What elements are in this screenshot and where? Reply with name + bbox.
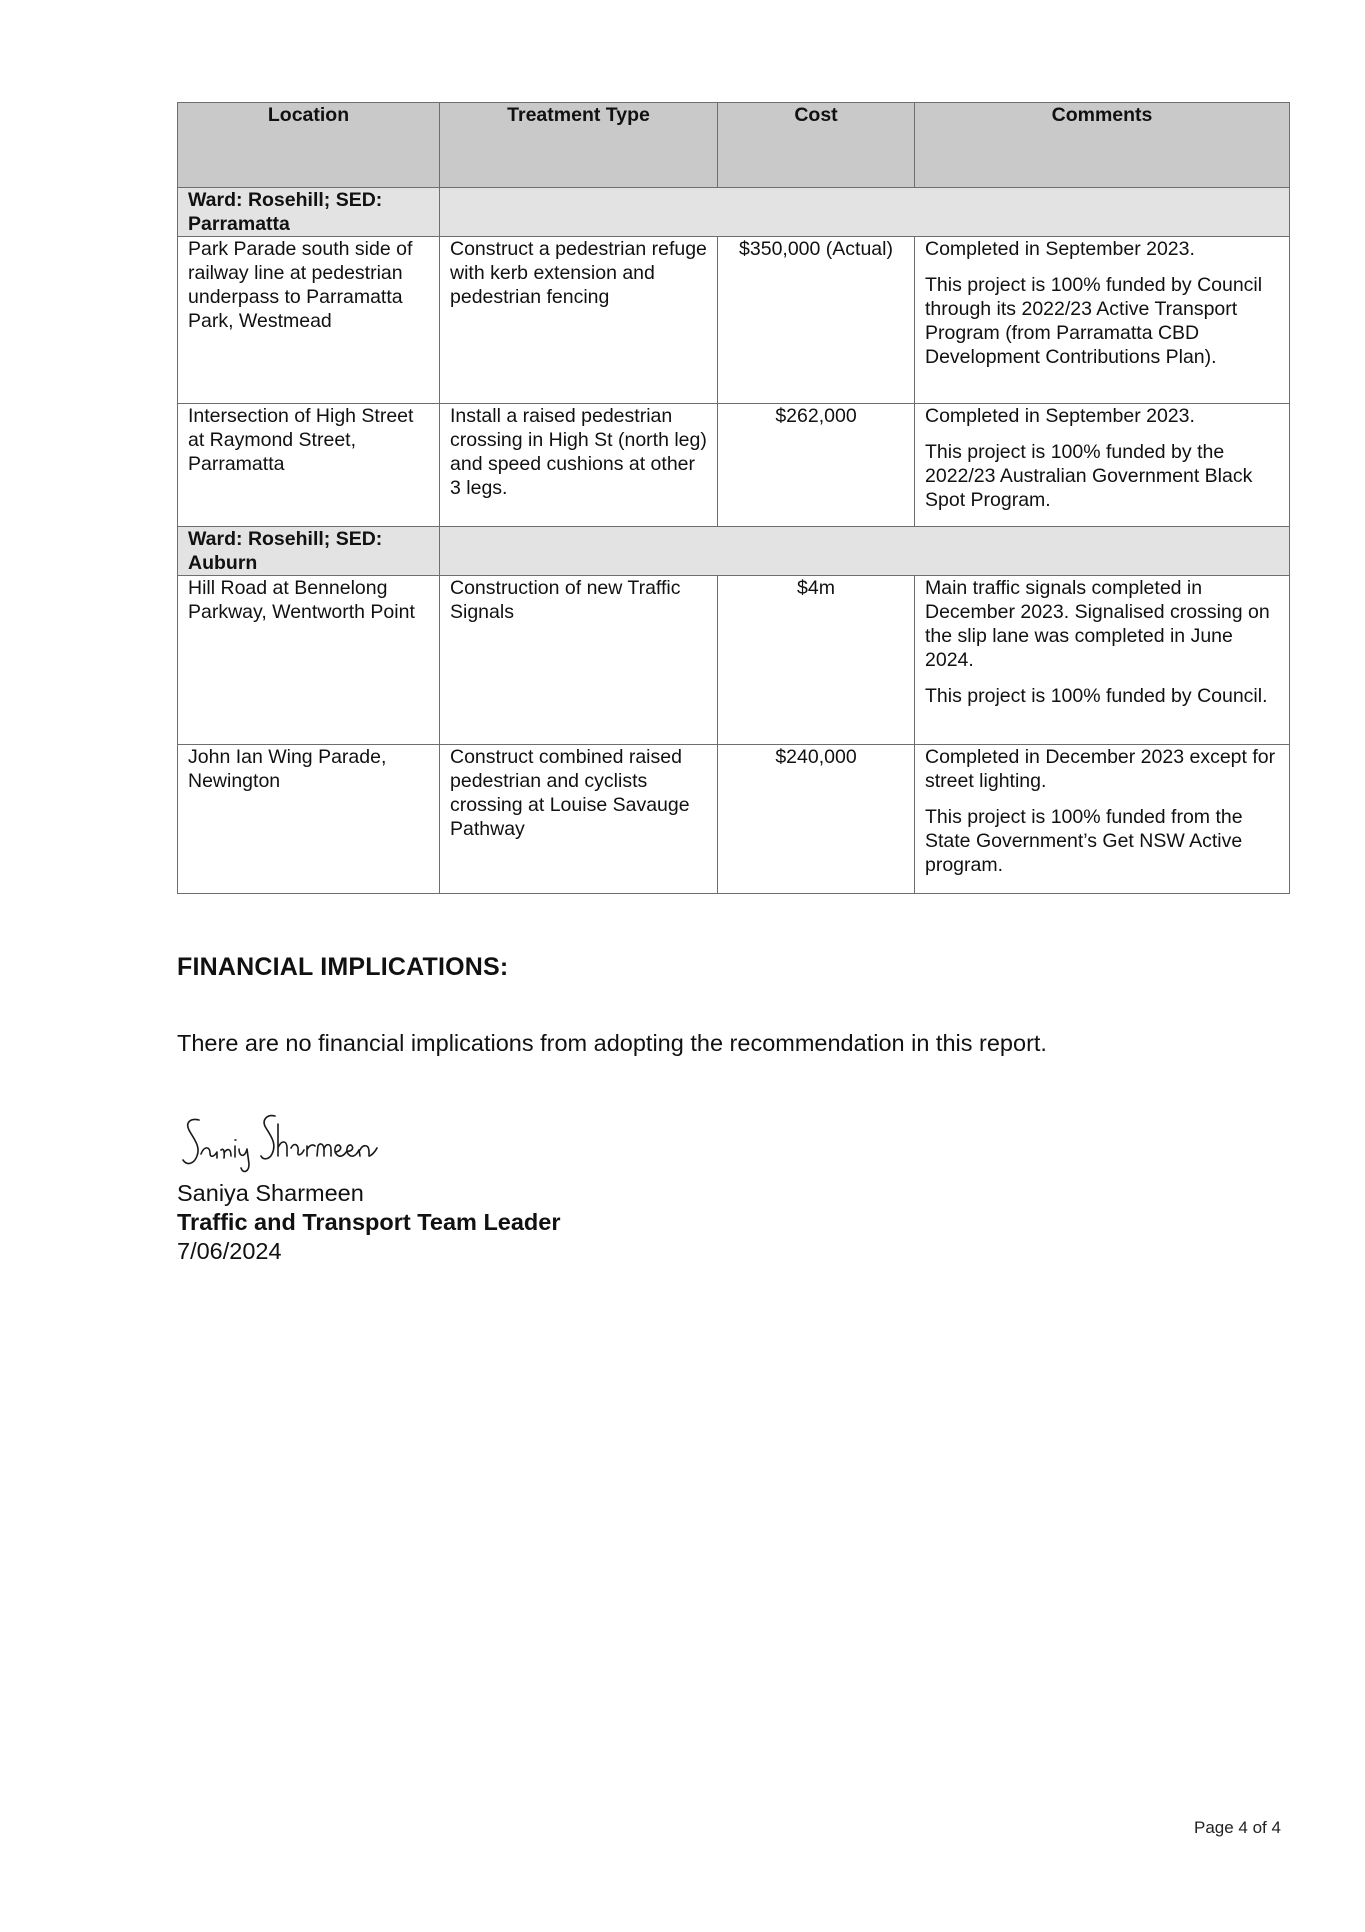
table-header-row [178,103,1290,188]
comment-status: Main traffic signals completed in December 2023. Signalised crossing on the slip lane was completed in June 2024. [925,577,1270,671]
cost-cell: $262,000 [718,404,915,527]
cost-cell: $350,000 (Actual) [718,237,915,404]
location-cell: John Ian Wing Parade, Newington [178,745,440,894]
treatment-cell: Construct a pedestrian refuge with kerb extension and pedestrian fencing [440,237,718,404]
location-cell: Park Parade south side of railway line at pedestrian underpass to Parramatta Park, Westmead [178,237,440,404]
table-row [178,745,1290,894]
treatment-cell: Install a raised pedestrian crossing in High St (north leg) and speed cushions at other 3 legs. [440,404,718,527]
ward-row [178,188,1290,237]
header-comments: Comments [915,103,1290,188]
cost-cell: $4m [718,576,915,745]
cost-cell: $240,000 [718,745,915,894]
comment-funding: This project is 100% funded from the State Government’s Get NSW Active program. [925,806,1243,876]
table-row [178,237,1290,404]
header-cost: Cost [718,103,915,188]
works-table [177,102,1290,894]
treatment-cell: Construct combined raised pedestrian and cyclists crossing at Louise Savauge Pathway [440,745,718,894]
financial-implications-text: There are no financial implications from adopting the recommendation in this report. [177,1030,1047,1056]
comments-cell [915,404,1290,527]
ward-fill [440,188,1290,237]
location-cell: Intersection of High Street at Raymond Street, Parramatta [178,404,440,527]
comment-funding: This project is 100% funded by Council through its 2022/23 Active Transport Program (from Parramatta CBD Development Contributions Plan). [925,274,1263,368]
ward-label: Ward: Rosehill; SED: Auburn [178,527,440,576]
comments-cell [915,237,1290,404]
comment-status: Completed in September 2023. [925,238,1195,260]
treatment-cell: Construction of new Traffic Signals [440,576,718,745]
table-row [178,576,1290,745]
financial-implications-heading: FINANCIAL IMPLICATIONS: [177,953,509,981]
table-row [178,404,1290,527]
comment-status: Completed in December 2023 except for street lighting. [925,746,1276,792]
header-treatment-type: Treatment Type [440,103,718,188]
handwritten-signature [177,1112,407,1182]
signatory-name: Saniya Sharmeen [177,1180,364,1206]
ward-label: Ward: Rosehill; SED: Parramatta [178,188,440,237]
comment-funding: This project is 100% funded by Council. [925,685,1268,707]
ward-fill [440,527,1290,576]
signatory-title: Traffic and Transport Team Leader [177,1209,561,1235]
ward-row [178,527,1290,576]
comments-cell [915,576,1290,745]
header-location: Location [178,103,440,188]
comment-funding: This project is 100% funded by the 2022/23 Australian Government Black Spot Program. [925,441,1253,511]
location-cell: Hill Road at Bennelong Parkway, Wentworth Point [178,576,440,745]
comment-status: Completed in September 2023. [925,405,1195,427]
signoff-date: 7/06/2024 [177,1238,282,1264]
page-number: Page 4 of 4 [1194,1818,1281,1837]
comments-cell [915,745,1290,894]
